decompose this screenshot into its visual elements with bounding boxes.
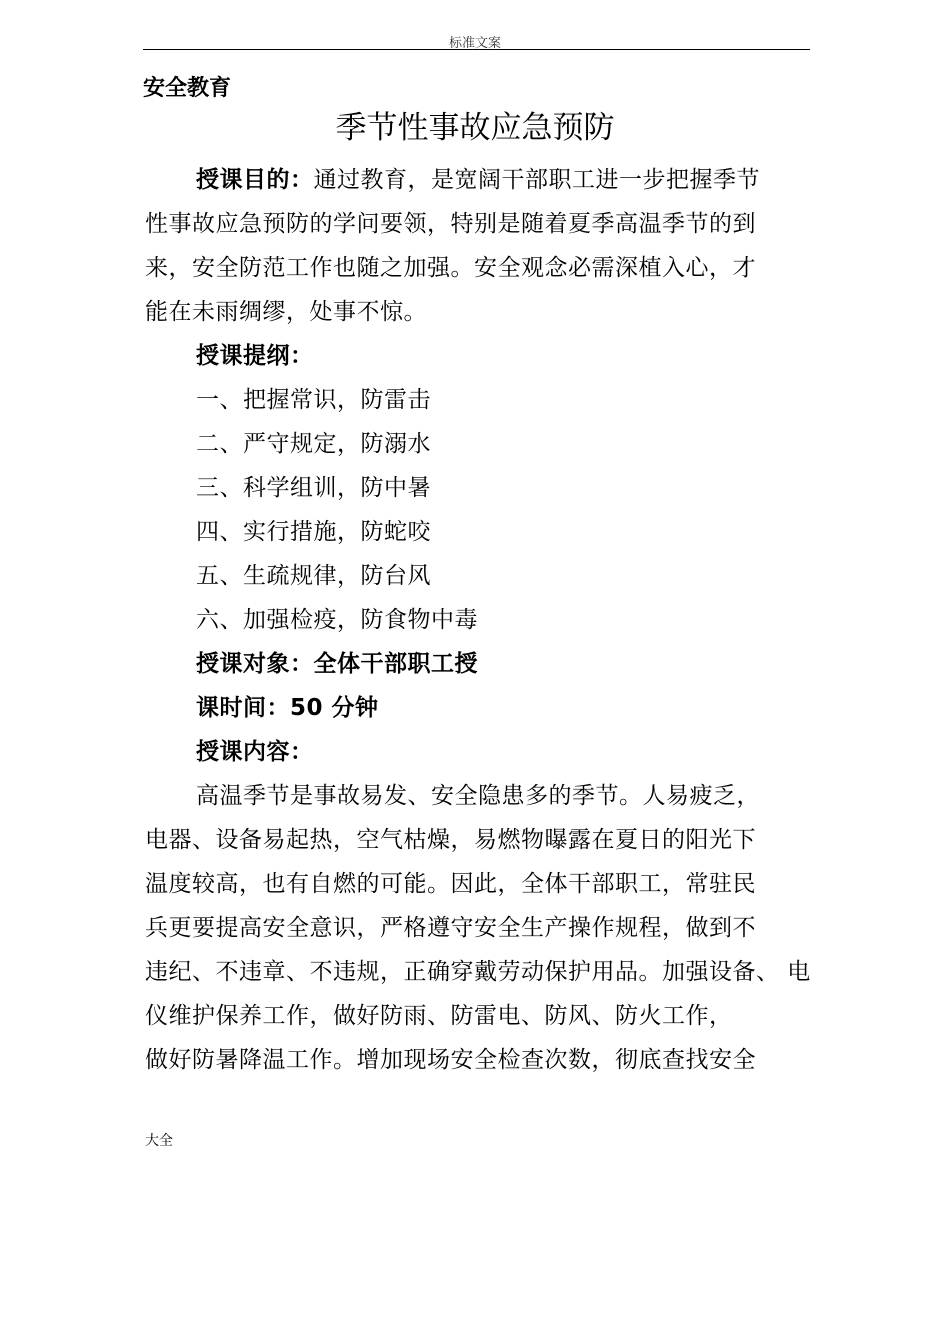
outline-item: 四、实行措施，防蛇咬 — [196, 519, 431, 545]
content-line: 仪维护保养工作，做好防雨、防雷电、防风、防火工作， — [145, 1003, 733, 1029]
outline-item: 二、严守规定，防溺水 — [196, 431, 431, 457]
content-line: 兵更要提高安全意识，严格遵守安全生产操作规程，做到不 — [145, 915, 756, 941]
page-title: 季节性事故应急预防 — [335, 110, 615, 146]
content-label: 授课内容： — [196, 739, 314, 765]
outline-item: 一、把握常识，防雷击 — [196, 387, 431, 413]
purpose-line: 能在未雨绸缪，处事不惊。 — [145, 299, 427, 325]
content-line: 违纪、不违章、不违规，正确穿戴劳动保护用品。加强设备、 电 — [145, 959, 811, 985]
outline-item: 六、加强检疫，防食物中毒 — [196, 607, 478, 633]
content-line: 电器、设备易起热，空气枯燥，易燃物曝露在夏日的阳光下 — [145, 827, 756, 853]
document-body — [145, 158, 815, 1082]
purpose-line: 来，安全防范工作也随之加强。安全观念必需深植入心，才 — [145, 255, 756, 281]
duration-line: 课时间：50 分钟 — [196, 695, 379, 721]
page-footer: 大全 — [145, 1133, 173, 1149]
audience-line: 授课对象：全体干部职工授 — [196, 651, 478, 677]
page-header: 标准文案 — [448, 36, 501, 51]
header-divider — [143, 49, 810, 50]
purpose-line — [145, 158, 815, 202]
outline-item: 五、生疏规律，防台风 — [196, 563, 431, 589]
outline-label: 授课提纲： — [196, 343, 314, 369]
purpose-label: 授课目的： — [196, 167, 314, 193]
content-line: 做好防暑降温工作。增加现场安全检查次数，彻底查找安全 — [145, 1047, 756, 1073]
purpose-text: 通过教育，是宽阔干部职工进一步把握季节 — [313, 167, 760, 193]
content-line: 温度较高，也有自燃的可能。因此，全体干部职工，常驻民 — [145, 871, 756, 897]
outline-item: 三、科学组训，防中暑 — [196, 475, 431, 501]
content-line: 高温季节是事故易发、安全隐患多的季节。人易疲乏， — [196, 783, 760, 809]
purpose-line: 性事故应急预防的学问要领，特别是随着夏季高温季节的到 — [145, 211, 756, 237]
category-heading: 安全教育 — [143, 76, 232, 101]
